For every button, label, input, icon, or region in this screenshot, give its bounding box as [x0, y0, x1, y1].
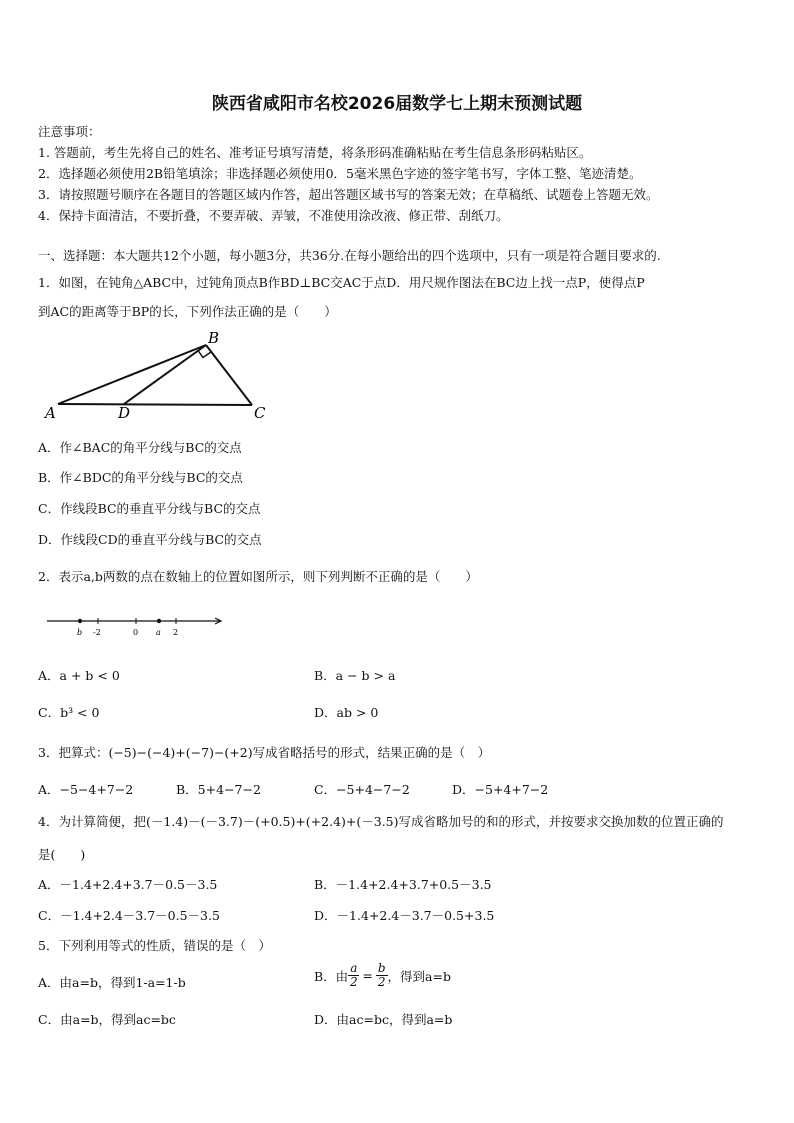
question-3-stem: 3．把算式：(−5)−(−4)+(−7)−(+2)写成省略括号的形式，结果正确的是（ ） — [38, 745, 491, 760]
section-heading: 一、选择题：本大题共12个小题，每小题3分，共36分.在每小题给出的四个选项中，只有一项是符合题目要求的. — [38, 248, 661, 263]
question-2-stem: 2．表示a,b两数的点在数轴上的位置如图所示，则下列判断不正确的是（ ） — [38, 569, 478, 584]
q3-option-b: B．5+4−7−2 — [176, 782, 261, 797]
q1-option-b: B．作∠BDC的角平分线与BC的交点 — [38, 470, 243, 485]
question-1-line1: 1．如图，在钝角△ABC中，过钝角顶点B作BD⊥BC交AC于点D．用尺规作图法在BC边上找一点P，使得点P — [38, 275, 645, 290]
q5-option-b-prefix: B．由 — [314, 968, 349, 984]
equals-sign: = — [362, 968, 373, 983]
q2-option-c: C．b³ < 0 — [38, 705, 100, 720]
q3-option-d: D．−5+4+7−2 — [452, 782, 549, 797]
q4-option-a: A．－1.4+2.4+3.7－0.5－3.5 — [38, 877, 218, 892]
q1-option-d: D．作线段CD的垂直平分线与BC的交点 — [38, 532, 262, 547]
triangle-figure — [40, 328, 280, 420]
fraction-numerator: a — [350, 961, 358, 975]
q4-option-b: B．－1.4+2.4+3.7+0.5－3.5 — [314, 877, 492, 892]
notice-item: 3．请按照题号顺序在各题目的答题区域内作答，超出答题区域书写的答案无效；在草稿纸、试题卷上答题无效。 — [38, 187, 659, 202]
fraction-numerator: b — [377, 961, 386, 975]
fraction-b-over-2 — [376, 962, 388, 989]
q2-option-b: B．a − b > a — [314, 668, 396, 683]
question-4-line2: 是( ) — [38, 847, 86, 862]
notice-item: 1. 答题前，考生先将自己的姓名、准考证号填写清楚，将条形码准确粘贴在考生信息条形码粘贴区。 — [38, 145, 592, 160]
label-C: C — [254, 404, 266, 420]
notice-item: 2．选择题必须使用2B铅笔填涂；非选择题必须使用0．5毫米黑色字迹的签字笔书写，字体工整、笔迹清楚。 — [38, 166, 642, 181]
fraction-denominator: 2 — [377, 975, 386, 989]
q5-option-b — [314, 962, 451, 989]
q3-option-a: A．−5−4+7−2 — [38, 782, 134, 797]
notice-item: 4．保持卡面清洁，不要折叠，不要弄破、弄皱，不准使用涂改液、修正带、刮纸刀。 — [38, 208, 509, 223]
q1-option-a: A．作∠BAC的角平分线与BC的交点 — [38, 440, 242, 455]
q4-option-d: D．－1.4+2.4－3.7－0.5+3.5 — [314, 908, 495, 923]
q2-option-d: D．ab > 0 — [314, 705, 379, 720]
q5-option-b-suffix: ，得到a=b — [387, 968, 451, 984]
question-5-stem: 5．下列利用等式的性质，错误的是（ ） — [38, 938, 271, 953]
nl-label-b: b — [77, 628, 83, 637]
q2-option-a: A．a + b < 0 — [38, 668, 120, 683]
question-1-line2: 到AC的距离等于BP的长，下列作法正确的是（ ） — [38, 304, 337, 319]
notice-heading: 注意事项： — [38, 124, 101, 139]
nl-label-a: a — [156, 628, 161, 637]
label-B: B — [208, 329, 220, 347]
question-4-line1: 4．为计算简便，把(－1.4)－(－3.7)－(+0.5)+(+2.4)+(－3.5)写成省略加号的和的形式，并按要求交换加数的位置正确的 — [38, 814, 724, 829]
page-title: 陕西省咸阳市名校2026届数学七上期末预测试题 — [211, 94, 583, 114]
q5-option-d: D．由ac=bc，得到a=b — [314, 1012, 453, 1027]
q1-option-c: C．作线段BC的垂直平分线与BC的交点 — [38, 501, 261, 516]
label-D: D — [118, 404, 131, 420]
nl-label-0: 0 — [133, 628, 139, 637]
label-A: A — [45, 404, 56, 420]
q3-option-c: C．−5+4−7−2 — [314, 782, 410, 797]
fraction-a-over-2 — [348, 962, 359, 989]
nl-label-2: 2 — [173, 628, 179, 637]
number-line — [44, 612, 226, 640]
q5-option-c: C．由a=b，得到ac=bc — [38, 1012, 176, 1027]
nl-label-neg2: -2 — [93, 628, 101, 637]
q5-option-a: A．由a=b，得到1-a=1-b — [38, 975, 186, 990]
fraction-denominator: 2 — [349, 975, 358, 989]
q4-option-c: C．－1.4+2.4－3.7－0.5－3.5 — [38, 908, 220, 923]
